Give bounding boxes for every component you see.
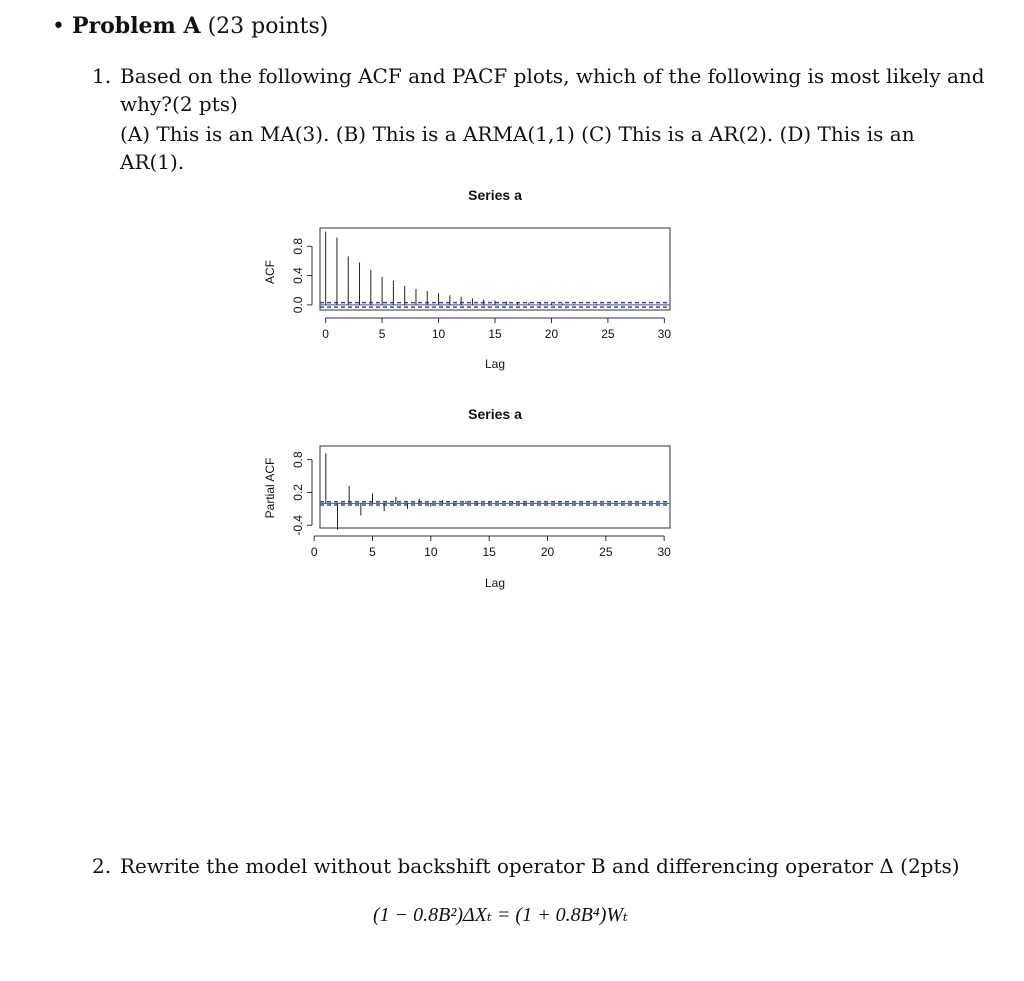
acf-x-tick-label-0: 0 — [322, 327, 329, 341]
pacf-x-tick-label-5: 5 — [369, 545, 376, 559]
pacf-y-tick-label-1: 0.2 — [291, 484, 305, 501]
question-1-options-line-1: (A) This is an MA(3). (B) This is a ARMA(1,1) (C) This is a AR(2). (D) This is an — [120, 122, 915, 146]
acf-plot-frame — [320, 228, 670, 310]
acf-y-tick-label-2: 0.8 — [291, 237, 305, 255]
question-1-number: 1. — [92, 64, 112, 88]
pacf-x-tick-label-15: 15 — [482, 545, 496, 559]
problem-points: (23 points) — [207, 14, 329, 39]
acf-x-tick-label-15: 15 — [488, 327, 502, 341]
acf-x-tick-label-5: 5 — [378, 327, 386, 341]
question-2-text: Rewrite the model without backshift operator B and differencing operator Δ (2pts) — [120, 854, 960, 878]
question-1-options-line-2: AR(1). — [120, 150, 185, 174]
acf-chart — [250, 180, 690, 380]
pacf-chart-title: Series a — [468, 406, 522, 422]
acf-y-tick-label-1: 0.4 — [291, 267, 305, 284]
pacf-x-tick-label-30: 30 — [657, 545, 671, 559]
acf-chart-title: Series a — [468, 187, 522, 203]
question-1-text-line-2: why?(2 pts) — [120, 92, 238, 116]
acf-x-tick-label-30: 30 — [657, 327, 672, 341]
pacf-chart — [250, 398, 690, 598]
pacf-plot-frame — [320, 446, 670, 528]
problem-heading — [72, 13, 328, 39]
question-2-number: 2. — [92, 854, 112, 878]
question-1-text-line-1: Based on the following ACF and PACF plots, which of the following is most likely and — [120, 64, 985, 88]
acf-y-tick-label-0: 0.0 — [291, 296, 305, 314]
pacf-x-label: Lag — [484, 576, 506, 590]
pacf-x-tick-label-10: 10 — [424, 545, 438, 559]
acf-x-tick-label-20: 20 — [544, 327, 559, 341]
acf-x-label: Lag — [484, 357, 506, 371]
pacf-x-tick-label-0: 0 — [310, 545, 318, 559]
pacf-y-label: Partial ACF — [263, 457, 277, 519]
problem-title: Problem A — [72, 13, 201, 39]
model-formula: (1 − 0.8B²)ΔXₜ = (1 + 0.8B⁴)Wₜ — [373, 904, 628, 926]
bullet: • — [52, 14, 65, 39]
pacf-x-tick-label-20: 20 — [540, 545, 555, 559]
pacf-y-tick-label-2: 0.8 — [291, 451, 305, 469]
pacf-y-tick-label-0: -0.4 — [291, 514, 305, 536]
acf-y-label: ACF — [263, 260, 277, 284]
pacf-x-tick-label-25: 25 — [599, 545, 613, 559]
acf-x-tick-label-10: 10 — [431, 327, 446, 341]
acf-x-tick-label-25: 25 — [601, 327, 615, 341]
